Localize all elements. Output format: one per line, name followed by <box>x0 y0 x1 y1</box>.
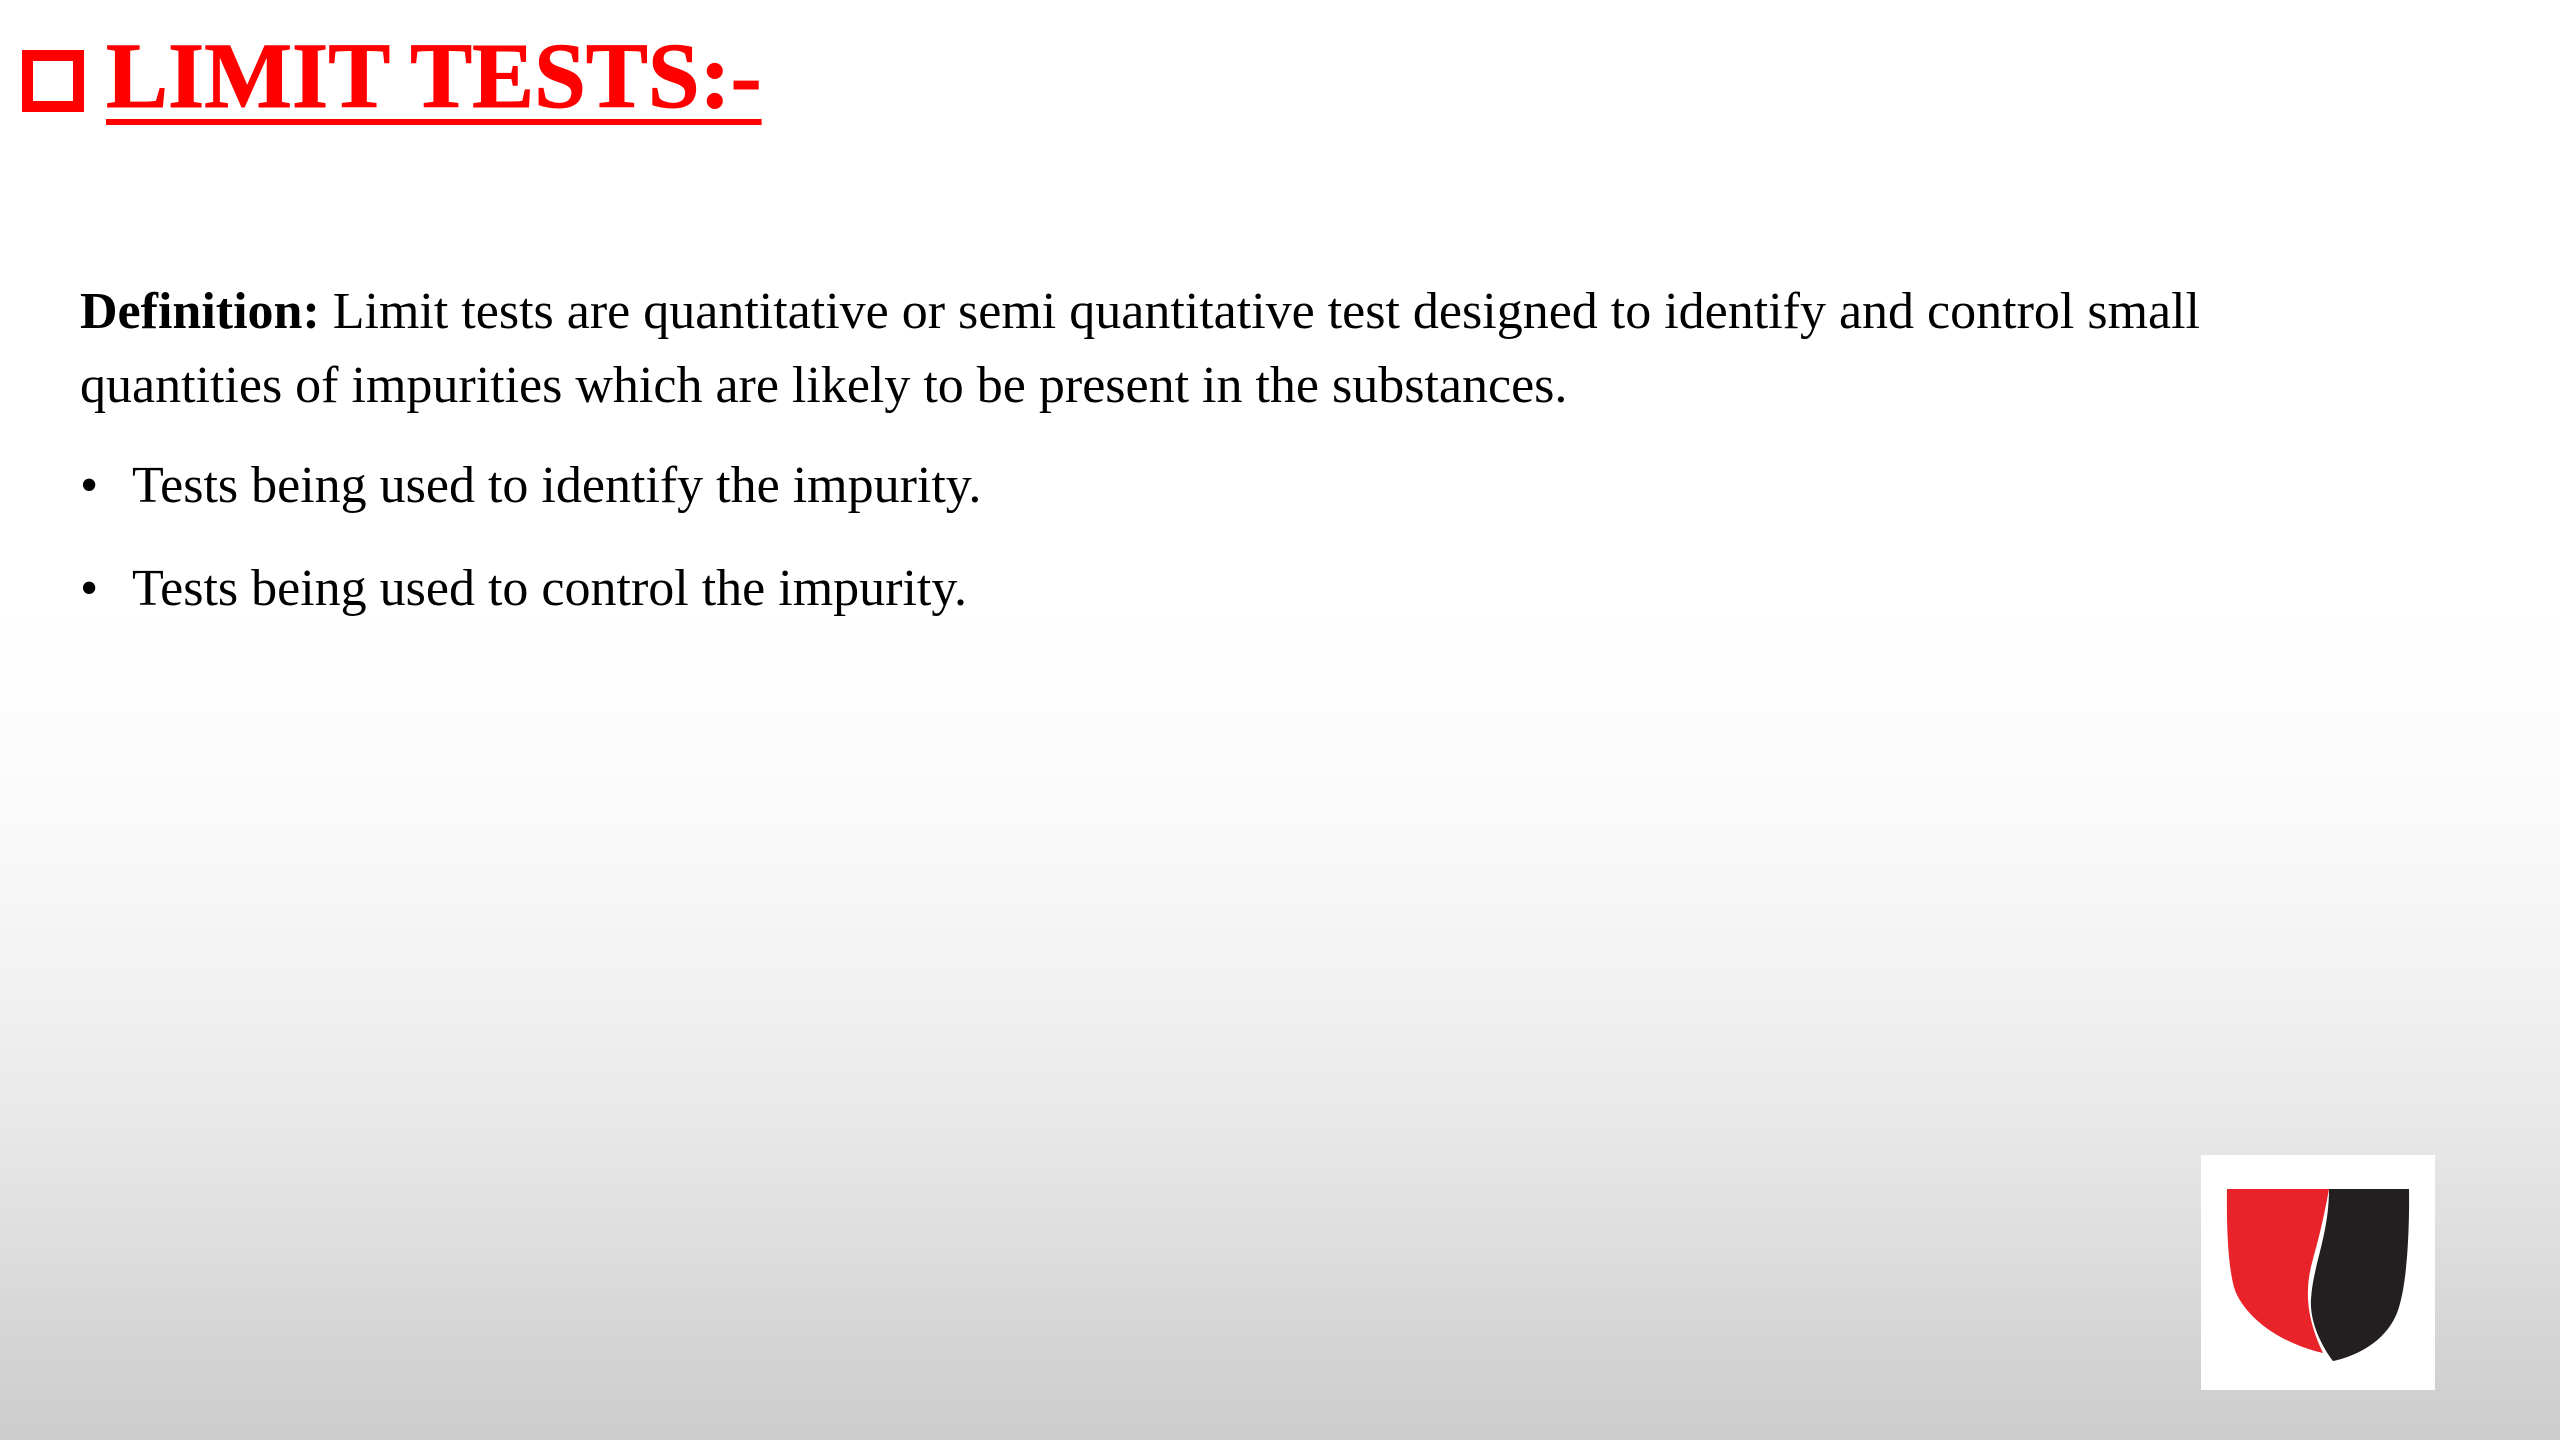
definition-label: Definition: <box>80 283 320 340</box>
shield-logo-icon <box>2201 1155 2435 1390</box>
slide-body <box>80 275 2380 656</box>
slide-title <box>22 25 762 128</box>
slide-title-text: LIMIT TESTS:- <box>106 25 762 128</box>
list-item: • Tests being used to control the impurity. <box>80 552 2380 626</box>
definition-paragraph <box>80 275 2330 423</box>
square-outline-icon <box>22 50 84 112</box>
list-item: • Tests being used to identify the impurity. <box>80 449 2380 523</box>
definition-text: Limit tests are quantitative or semi quantitative test designed to identify and control small quantities of impurities which are likely to be present in the substances. <box>80 283 2200 414</box>
shield-logo <box>2201 1155 2435 1390</box>
bullet-list <box>80 449 2380 627</box>
